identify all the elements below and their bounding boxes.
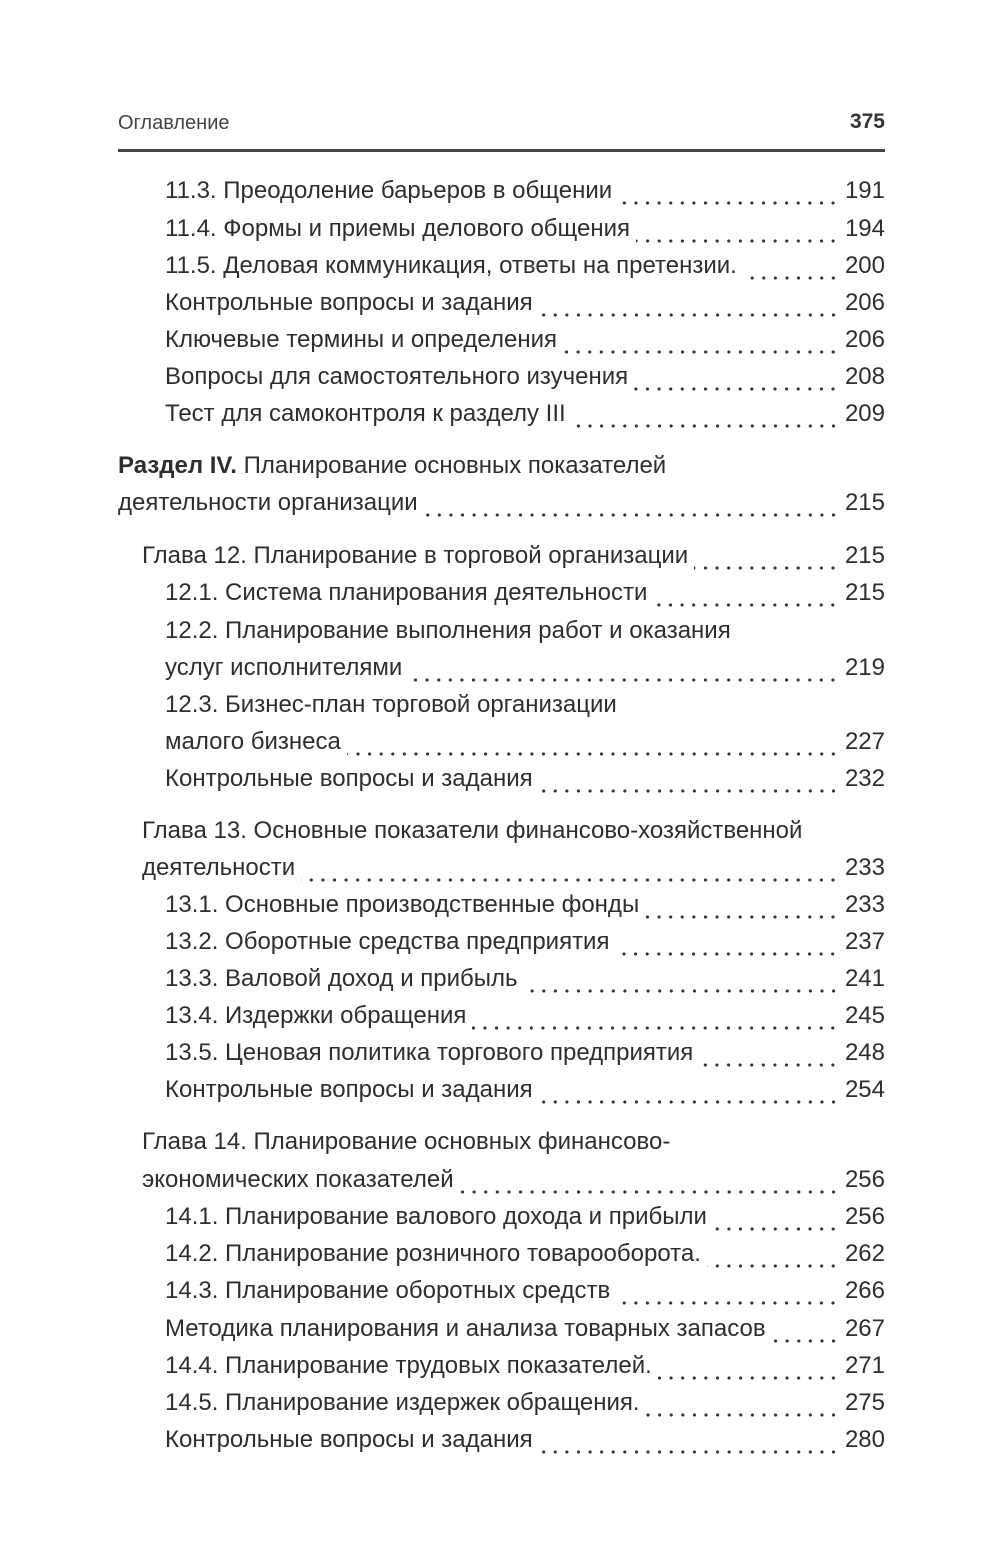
toc-entry-page: 215 — [844, 489, 885, 516]
toc-entry-text: 14.5. Планирование издержек обращения. — [165, 1389, 640, 1416]
toc-entry-title — [165, 248, 737, 284]
toc-entry-title — [165, 285, 533, 321]
toc-entry-text: 12.2. Планирование выполнения работ и оказания — [165, 617, 731, 644]
toc-entry-title — [165, 1072, 533, 1108]
toc-entry-page: 227 — [844, 728, 885, 755]
toc-entry-page: 248 — [844, 1039, 885, 1066]
toc-entry-title — [165, 687, 617, 723]
toc-entry-text: 11.4. Формы и приемы делового общения — [165, 215, 631, 242]
dot-leader — [646, 1385, 839, 1421]
toc-entry — [165, 1422, 885, 1458]
dot-leader — [636, 211, 839, 247]
toc-entry-title — [165, 613, 731, 649]
toc-entry-title — [142, 1162, 454, 1198]
toc-entry-page: 245 — [844, 1002, 885, 1029]
toc-entry-title — [165, 575, 647, 611]
toc-entry-text: 14.1. Планирование валового дохода и прибыли — [165, 1203, 707, 1230]
toc-entry-title — [142, 813, 802, 849]
toc-entry-text: 13.2. Оборотные средства предприятия — [165, 928, 610, 955]
dot-leader — [472, 998, 839, 1034]
toc-entry — [165, 998, 885, 1034]
toc-entry-page: 237 — [844, 928, 885, 955]
toc-entry-text: деятельности организации — [118, 489, 418, 516]
toc-entry-text: Контрольные вопросы и задания — [165, 1076, 533, 1103]
toc-entry — [165, 650, 885, 686]
dot-leader — [653, 575, 839, 611]
toc-entry-title — [165, 396, 566, 432]
toc-entry-title — [118, 485, 418, 521]
toc-entry-text: Глава 12. Планирование в торговой организации — [142, 542, 689, 569]
toc-entry-text: Контрольные вопросы и задания — [165, 1426, 533, 1453]
toc-entry — [165, 1311, 885, 1347]
dot-leader — [301, 850, 839, 886]
toc-entry-page: 280 — [844, 1426, 885, 1453]
dot-leader — [347, 724, 839, 760]
toc-entry-title — [165, 1236, 701, 1272]
toc-entry — [142, 538, 885, 574]
toc-entry-title — [165, 211, 630, 247]
toc-entry-title — [165, 1348, 652, 1384]
toc-entry — [118, 485, 885, 521]
toc-entry-title — [118, 448, 666, 484]
toc-entry-page: 233 — [844, 854, 885, 881]
toc-entry-text: 11.3. Преодоление барьеров в общении — [165, 177, 613, 204]
toc-entry — [165, 211, 885, 247]
dot-leader — [539, 1072, 839, 1108]
toc-entry-title — [165, 322, 557, 358]
toc-entry-page: 262 — [844, 1240, 885, 1267]
dot-leader — [634, 359, 839, 395]
toc-entry-text: Тест для самоконтроля к разделу III — [165, 400, 566, 427]
toc-entry — [165, 1236, 885, 1272]
dot-leader — [539, 761, 839, 797]
toc-entry — [165, 173, 885, 209]
dot-leader — [539, 1422, 839, 1458]
dot-leader — [694, 538, 839, 574]
toc-entry-title — [165, 924, 609, 960]
toc-entry — [142, 1124, 670, 1160]
toc-entry — [165, 687, 617, 723]
toc-entry — [165, 724, 885, 760]
toc-entry-page: 266 — [844, 1277, 885, 1304]
toc-entry-text: Вопросы для самостоятельного изучения — [165, 363, 629, 390]
dot-leader — [616, 1273, 839, 1309]
dot-leader — [460, 1162, 839, 1198]
toc-entry-text: Планирование основных показателей — [236, 452, 667, 479]
toc-entry-title — [165, 1273, 610, 1309]
toc-entry-text: Контрольные вопросы и задания — [165, 289, 533, 316]
dot-leader — [572, 396, 839, 432]
toc-entry — [165, 1385, 885, 1421]
toc-entry-page: 219 — [844, 654, 885, 681]
dot-leader — [707, 1236, 839, 1272]
toc-entry-page: 206 — [844, 289, 885, 316]
toc-entry-page: 232 — [844, 765, 885, 792]
toc-entry — [118, 448, 666, 484]
toc-entry — [165, 887, 885, 923]
toc-entry — [165, 1072, 885, 1108]
toc-entry-title — [165, 887, 639, 923]
toc-entry-text: малого бизнеса — [165, 728, 341, 755]
toc-entry-text: 13.4. Издержки обращения — [165, 1002, 467, 1029]
toc-entry-text: деятельности — [142, 854, 296, 881]
toc-entry-title — [165, 1311, 766, 1347]
running-header-title: Оглавление — [118, 112, 230, 134]
toc-entry-title — [165, 650, 402, 686]
toc-entry — [165, 1348, 885, 1384]
toc-entry-text: Глава 13. Основные показатели финансово-хозяйственной — [142, 817, 803, 844]
toc-entry-title — [165, 359, 628, 395]
dot-leader — [699, 1035, 839, 1071]
toc-entry — [142, 813, 802, 849]
toc-entry-title — [165, 761, 533, 797]
page-number: 375 — [849, 110, 885, 133]
toc-entry-page: 271 — [844, 1352, 885, 1379]
toc-entry-text: Методика планирования и анализа товарных запасов — [165, 1315, 766, 1342]
toc-entry-title — [165, 1035, 693, 1071]
toc-entry-title — [142, 538, 688, 574]
dot-leader — [524, 961, 839, 997]
header-rule — [118, 149, 885, 152]
dot-leader — [408, 650, 839, 686]
dot-leader — [539, 285, 839, 321]
toc-entry — [142, 1162, 885, 1198]
toc-entry-page: 256 — [844, 1166, 885, 1193]
section-prefix: Раздел IV. — [118, 452, 237, 479]
toc-entry — [165, 1199, 885, 1235]
toc-entry-title — [165, 173, 612, 209]
toc-entry — [165, 396, 885, 432]
toc-entry-title — [165, 1385, 640, 1421]
toc-entry-page: 256 — [844, 1203, 885, 1230]
toc-entry-title — [142, 1124, 670, 1160]
toc-entry-page: 215 — [844, 579, 885, 606]
toc-entry-title — [165, 724, 341, 760]
toc-entry-text: 13.1. Основные производственные фонды — [165, 891, 640, 918]
toc-entry-page: 209 — [844, 400, 885, 427]
dot-leader — [772, 1311, 839, 1347]
toc-entry-text: 12.1. Система планирования деятельности — [165, 579, 648, 606]
toc-entry-text: 14.4. Планирование трудовых показателей. — [165, 1352, 652, 1379]
toc-entry-text: Глава 14. Планирование основных финансово- — [142, 1128, 671, 1155]
dot-leader — [743, 248, 839, 284]
toc-entry — [165, 924, 885, 960]
toc-entry — [165, 359, 885, 395]
toc-entry-text: Контрольные вопросы и задания — [165, 765, 533, 792]
toc-entry-text: 14.2. Планирование розничного товарооборота. — [165, 1240, 701, 1267]
toc-entry — [165, 1273, 885, 1309]
toc-entry — [165, 961, 885, 997]
toc-entry — [142, 850, 885, 886]
toc-entry-title — [165, 961, 518, 997]
toc-entry-text: Ключевые термины и определения — [165, 326, 557, 353]
toc-entry-page: 215 — [844, 542, 885, 569]
toc-entry-page: 191 — [844, 177, 885, 204]
toc-entry — [165, 248, 885, 284]
toc-entry-title — [165, 998, 466, 1034]
dot-leader — [658, 1348, 839, 1384]
toc-entry-page: 194 — [844, 215, 885, 242]
toc-entry-page: 206 — [844, 326, 885, 353]
toc-entry-title — [165, 1199, 707, 1235]
toc-entry-page: 254 — [844, 1076, 885, 1103]
toc-entry-text: 12.3. Бизнес-план торговой организации — [165, 691, 617, 718]
dot-leader — [424, 485, 839, 521]
toc-entry-text: 11.5. Деловая коммуникация, ответы на претензии. — [165, 252, 737, 279]
dot-leader — [615, 924, 838, 960]
toc-entry — [165, 285, 885, 321]
toc-entry — [165, 575, 885, 611]
dot-leader — [563, 322, 839, 358]
toc-entry-text: 13.3. Валовой доход и прибыль — [165, 965, 518, 992]
toc-entry-page: 200 — [844, 252, 885, 279]
dot-leader — [713, 1199, 839, 1235]
toc-entry — [165, 1035, 885, 1071]
toc-entry-text: экономических показателей — [142, 1166, 454, 1193]
toc-entry-text: услуг исполнителями — [165, 654, 403, 681]
dot-leader — [645, 887, 839, 923]
toc-entry-page: 267 — [844, 1315, 885, 1342]
toc-entry-text: 14.3. Планирование оборотных средств — [165, 1277, 611, 1304]
toc-entry — [165, 322, 885, 358]
toc-entry — [165, 613, 731, 649]
toc-entry-page: 208 — [844, 363, 885, 390]
toc-entry — [165, 761, 885, 797]
toc-entry-page: 241 — [844, 965, 885, 992]
toc-entry-title — [165, 1422, 533, 1458]
toc-entry-title — [142, 850, 295, 886]
toc-entry-page: 275 — [844, 1389, 885, 1416]
toc-entry-page: 233 — [844, 891, 885, 918]
dot-leader — [618, 173, 839, 209]
toc-entry-text: 13.5. Ценовая политика торгового предприятия — [165, 1039, 694, 1066]
